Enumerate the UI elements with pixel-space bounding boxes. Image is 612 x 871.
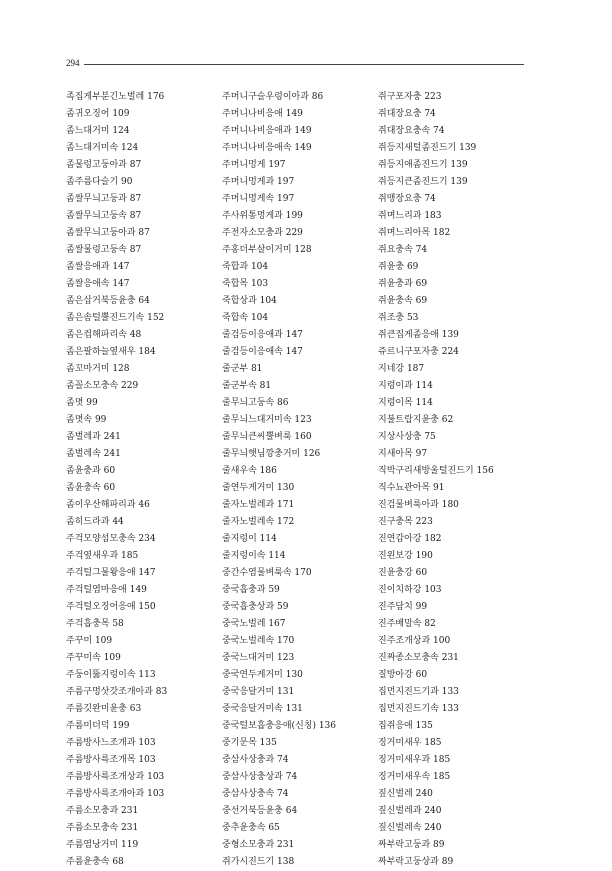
index-entry: 주머니멍게속 197 <box>222 194 295 204</box>
index-entry: 줄새우속 186 <box>222 466 277 476</box>
index-entry: 징거미새우과 185 <box>378 755 451 765</box>
index-entry: 진왼보강 190 <box>378 551 433 561</box>
index-entry: 중기문목 135 <box>222 738 277 748</box>
index-entry: 주걱털오징어응애 150 <box>66 602 156 612</box>
index-entry: 좀은삽거북등윤충 64 <box>66 296 150 306</box>
index-entry: 중삼사상충과 74 <box>222 755 289 765</box>
index-entry: 주걱털염마응애 149 <box>66 585 147 595</box>
index-entry: 줄무늬느대거미속 123 <box>222 415 312 425</box>
index-entry: 좀귀오징어 109 <box>66 109 130 119</box>
index-entry: 진주배말속 82 <box>378 619 436 629</box>
index-entry: 중국흡충과 59 <box>222 585 280 595</box>
index-entry: 짜부락고둥과 89 <box>378 840 445 850</box>
index-entry: 쥐며느리아목 182 <box>378 228 451 238</box>
index-entry: 중국노벌레 167 <box>222 619 286 629</box>
index-entry: 좀쌀무늬고둥속 87 <box>66 211 142 221</box>
index-entry: 질방아강 60 <box>378 670 428 680</box>
index-entry: 줄군부 81 <box>222 364 263 374</box>
index-entry: 중국털보흡충응애(신칭) 136 <box>222 721 337 731</box>
index-entry: 줄연두게거미 130 <box>222 483 295 493</box>
index-entry: 주둥이뚫지렁이속 113 <box>66 670 156 680</box>
index-entry: 좀느대거미속 124 <box>66 143 139 153</box>
index-entry: 주름방사느조개과 103 <box>66 738 156 748</box>
index-entry: 쥐등지큰좀진드기 139 <box>378 177 468 187</box>
index-entry: 중국응달거미 131 <box>222 687 295 697</box>
index-entry: 주걱흡충목 58 <box>66 619 124 629</box>
index-entry: 진이치하강 103 <box>378 585 442 595</box>
index-entry: 중국연두게거미 130 <box>222 670 303 680</box>
index-entry: 주꾸미 109 <box>66 636 113 646</box>
index-entry: 주름미더덕 199 <box>66 721 130 731</box>
index-entry: 줄무늬큰씨뿔벼룩 160 <box>222 432 312 442</box>
index-entry: 중국노벌레속 170 <box>222 636 295 646</box>
index-entry: 중선거북등윤충 64 <box>222 806 298 816</box>
index-entry: 주름염낭거미 119 <box>66 840 139 850</box>
index-entry: 줄무늬고둥속 86 <box>222 398 289 408</box>
index-entry: 진검물벼룩아과 180 <box>378 500 459 510</box>
index-column-2 <box>222 89 382 871</box>
index-entry: 주머니나비응애 149 <box>222 109 303 119</box>
index-entry: 좀주름다슬기 90 <box>66 177 133 187</box>
index-entry: 쥐등지애좀진드기 139 <box>378 160 468 170</box>
index-entry: 중국응달거미속 131 <box>222 704 303 714</box>
index-entry: 주홍더부살이거미 128 <box>222 245 312 255</box>
index-entry: 중국느대거미 123 <box>222 653 295 663</box>
index-entry: 집먼지진드기속 133 <box>378 704 459 714</box>
index-entry: 짚신벌레속 240 <box>378 823 442 833</box>
index-entry: 징거미새우 185 <box>378 738 442 748</box>
index-entry: 지렁이목 114 <box>378 398 433 408</box>
index-entry: 쥐구포자충 223 <box>378 92 442 102</box>
index-entry: 진짜종소모충속 231 <box>378 653 459 663</box>
index-entry: 좀이우산해파리과 46 <box>66 500 150 510</box>
index-entry: 주머니멍게 197 <box>222 160 286 170</box>
index-entry: 짜부락고둥상과 89 <box>378 857 454 867</box>
index-entry: 족집게부분긴노벌레 176 <box>66 92 165 102</box>
index-entry: 좀쌀응애과 147 <box>66 262 130 272</box>
index-entry: 직수뇨관아목 91 <box>378 483 445 493</box>
index-entry: 좀쌀응애속 147 <box>66 279 130 289</box>
index-entry: 좀벌레과 241 <box>66 432 121 442</box>
index-entry: 짚신벌레과 240 <box>378 806 442 816</box>
index-entry: 좀은팔하늘옆새우 184 <box>66 347 156 357</box>
index-entry: 쥬르니구포자충 224 <box>378 347 459 357</box>
index-entry: 집쥐응애 135 <box>378 721 433 731</box>
index-entry: 죽합목 103 <box>222 279 269 289</box>
index-entry: 주머니멍게과 197 <box>222 177 295 187</box>
index-entry: 좀벌레속 241 <box>66 449 121 459</box>
index-entry: 좀쌀무늬고둥과 87 <box>66 194 142 204</box>
index-entry: 줄검등이응애속 147 <box>222 347 303 357</box>
index-column-3 <box>378 89 538 871</box>
index-entry: 쥐윤충속 69 <box>378 296 428 306</box>
index-entry: 주걱모양섬모충속 234 <box>66 534 156 544</box>
index-entry: 주사위통멍게과 199 <box>222 211 303 221</box>
header-rule <box>84 64 524 65</box>
index-entry: 주전자소모충과 229 <box>222 228 303 238</box>
index-entry: 줄자노벌레과 171 <box>222 500 295 510</box>
index-entry: 줄군부속 81 <box>222 381 272 391</box>
index-entry: 중형소모충과 231 <box>222 840 295 850</box>
index-entry: 주름윤충속 68 <box>66 857 124 867</box>
index-entry: 좀쌀무늬고둥아과 87 <box>66 228 150 238</box>
index-entry: 좀물렁고둥아과 87 <box>66 160 142 170</box>
index-entry: 줄무늬햇님깡충거미 126 <box>222 449 321 459</box>
index-entry: 진주조개상과 100 <box>378 636 451 646</box>
index-entry: 좀꼴소모충속 229 <box>66 381 139 391</box>
index-entry: 주름깃완미윤충 63 <box>66 704 142 714</box>
index-entry: 쥐윤충 69 <box>378 262 419 272</box>
index-entry: 진윤충강 60 <box>378 568 428 578</box>
index-entry: 쥐가시진드기 138 <box>222 857 295 867</box>
index-entry: 직박구리새방울털진드기 156 <box>378 466 494 476</box>
index-entry: 진구충목 223 <box>378 517 433 527</box>
index-entry: 쥐대장요충 74 <box>378 109 436 119</box>
index-entry: 좀은솜털뿔진드기속 152 <box>66 313 165 323</box>
index-entry: 주름방사륵조개상과 103 <box>66 772 165 782</box>
index-entry: 좀몃속 99 <box>66 415 107 425</box>
index-entry: 주걱털그물왕응애 147 <box>66 568 156 578</box>
index-entry: 줄자노벌레속 172 <box>222 517 295 527</box>
index-entry: 지상사상충 75 <box>378 432 436 442</box>
index-entry: 지불트랍지윤충 62 <box>378 415 454 425</box>
index-entry: 지새아목 97 <box>378 449 428 459</box>
index-entry: 쥐윤충과 69 <box>378 279 428 289</box>
index-entry: 집먼지진드기과 133 <box>378 687 459 697</box>
index-entry: 주머니구슬우렁이아과 86 <box>222 92 324 102</box>
index-entry: 주꾸미속 109 <box>66 653 121 663</box>
index-entry: 쥐며느리과 183 <box>378 211 442 221</box>
index-entry: 좀몃 99 <box>66 398 98 408</box>
index-entry: 쥐큰집게좀응애 139 <box>378 330 459 340</box>
index-entry: 좀은컵해파리속 48 <box>66 330 142 340</box>
index-entry: 줄지렁이 114 <box>222 534 277 544</box>
index-entry: 주름소모충속 231 <box>66 823 139 833</box>
index-entry: 지네강 187 <box>378 364 425 374</box>
index-entry: 쥐요충속 74 <box>378 245 428 255</box>
index-entry: 주름소모충과 231 <box>66 806 139 816</box>
index-entry: 중간수염물벼룩속 170 <box>222 568 312 578</box>
index-entry: 좀느대거미 124 <box>66 126 130 136</box>
index-entry: 짚신벌레 240 <box>378 789 433 799</box>
index-entry: 주머니나비응애과 149 <box>222 126 312 136</box>
index-entry: 진주담치 99 <box>378 602 428 612</box>
index-entry: 주머니나비응애속 149 <box>222 143 312 153</box>
index-entry: 죽합속 104 <box>222 313 269 323</box>
index-entry: 징거미새우속 185 <box>378 772 451 782</box>
index-entry: 중삼사상충상과 74 <box>222 772 298 782</box>
index-entry: 좀윤충속 60 <box>66 483 116 493</box>
index-entry: 지렁이과 114 <box>378 381 433 391</box>
index-entry: 좀히드라과 44 <box>66 517 124 527</box>
index-entry: 줄지렁이속 114 <box>222 551 286 561</box>
index-entry: 주름방사륵조개목 103 <box>66 755 156 765</box>
index-entry: 주름방사륵조개아과 103 <box>66 789 165 799</box>
index-entry: 줄검등이응애과 147 <box>222 330 303 340</box>
index-entry: 좀쌀물렁고둥속 87 <box>66 245 142 255</box>
index-entry: 주름구멍삿갓조개아과 83 <box>66 687 168 697</box>
index-entry: 중추윤충속 65 <box>222 823 280 833</box>
index-entry: 좀윤충과 60 <box>66 466 116 476</box>
index-entry: 좀꼬마거미 128 <box>66 364 130 374</box>
index-entry: 쥐대장요충속 74 <box>378 126 445 136</box>
index-entry: 쥐조충 53 <box>378 313 419 323</box>
page-number: 294 <box>66 58 80 68</box>
index-entry: 쥐맹장요충 74 <box>378 194 436 204</box>
index-entry: 진연갑아강 182 <box>378 534 442 544</box>
index-column-1 <box>66 89 226 871</box>
index-entry: 중삼사상충속 74 <box>222 789 289 799</box>
index-entry: 중국흡충상과 59 <box>222 602 289 612</box>
index-entry: 죽합과 104 <box>222 262 269 272</box>
index-entry: 주걱옆새우과 185 <box>66 551 139 561</box>
index-entry: 죽합상과 104 <box>222 296 277 306</box>
index-entry: 쥐등지새털좀진드기 139 <box>378 143 477 153</box>
